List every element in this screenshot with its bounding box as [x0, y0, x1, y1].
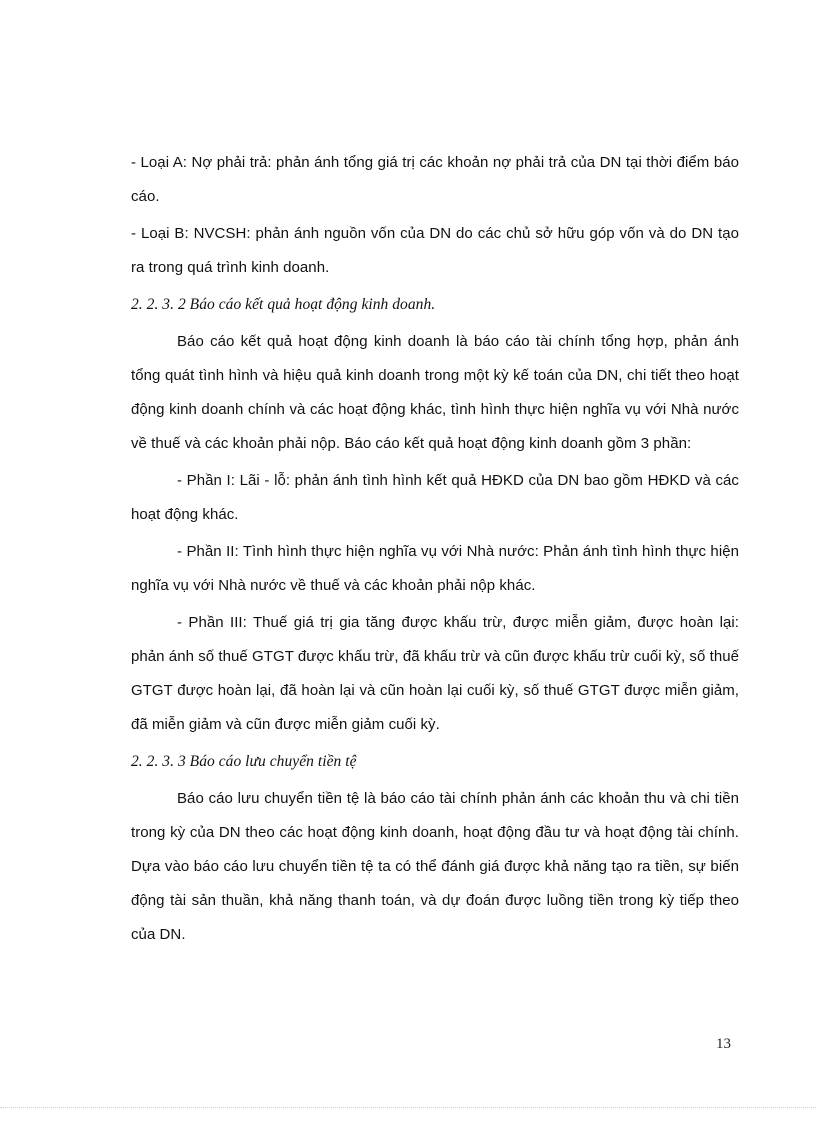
paragraph-loai-a: - Loại A: Nợ phải trả: phản ánh tổng giá trị các khoản nợ phải trả của DN tại thời điểm báo cáo. — [131, 154, 739, 205]
page-bottom-divider — [0, 1107, 816, 1108]
paragraph-income-statement: Báo cáo kết quả hoạt động kinh doanh là báo cáo tài chính tổng hợp, phản ánh tổng quát tình hình và hiệu quả kinh doanh trong một kỳ kế toán của DN, chi tiết theo hoạt động kinh doanh chính và các hoạt động khác, tình hình thực hiện nghĩa vụ với Nhà nước về thuế và các khoản phải nộp. Báo cáo kết quả hoạt động kinh doanh gồm 3 phần: — [131, 333, 739, 452]
paragraph-part-3: - Phần III: Thuế giá trị gia tăng được khấu trừ, được miễn giảm, được hoàn lại: phản ánh số thuế GTGT được khấu trừ, đã khấu trừ và cũn được khấu trừ cuối kỳ, số thuế GTGT được hoàn lại, đã hoàn lại và cũn hoàn lại cuối kỳ, số thuế GTGT được miễn giảm, đã miễn giảm và cũn được miễn giảm cuối kỳ. — [131, 614, 739, 733]
paragraph-loai-b: - Loại B: NVCSH: phản ánh nguồn vốn của DN do các chủ sở hữu góp vốn và do DN tạo ra trong quá trình kinh doanh. — [131, 225, 739, 276]
paragraph-part-2: - Phần II: Tình hình thực hiện nghĩa vụ với Nhà nước: Phản ánh tình hình thực hiện nghĩa vụ với Nhà nước về thuế và các khoản phải nộp khác. — [131, 543, 739, 594]
paragraph-cash-flow: Báo cáo lưu chuyển tiền tệ là báo cáo tài chính phản ánh các khoản thu và chi tiền trong kỳ của DN theo các hoạt động kinh doanh, hoạt động đầu tư và hoạt động tài chính. Dựa vào báo cáo lưu chuyển tiền tệ ta có thể đánh giá được khả năng tạo ra tiền, sự biến động tài sản thuần, khả năng thanh toán, và dự đoán được luồng tiền trong kỳ tiếp theo của DN. — [131, 790, 739, 943]
page-number: 13 — [716, 1036, 731, 1052]
section-heading-2-2-3-2: 2. 2. 3. 2 Báo cáo kết quả hoạt động kinh doanh. — [131, 296, 436, 313]
paragraph-part-1: - Phần I: Lãi - lỗ: phản ánh tình hình kết quả HĐKD của DN bao gồm HĐKD và các hoạt động khác. — [131, 472, 739, 523]
section-heading-2-2-3-3: 2. 2. 3. 3 Báo cáo lưu chuyển tiền tệ — [131, 753, 357, 770]
document-body — [131, 146, 739, 955]
